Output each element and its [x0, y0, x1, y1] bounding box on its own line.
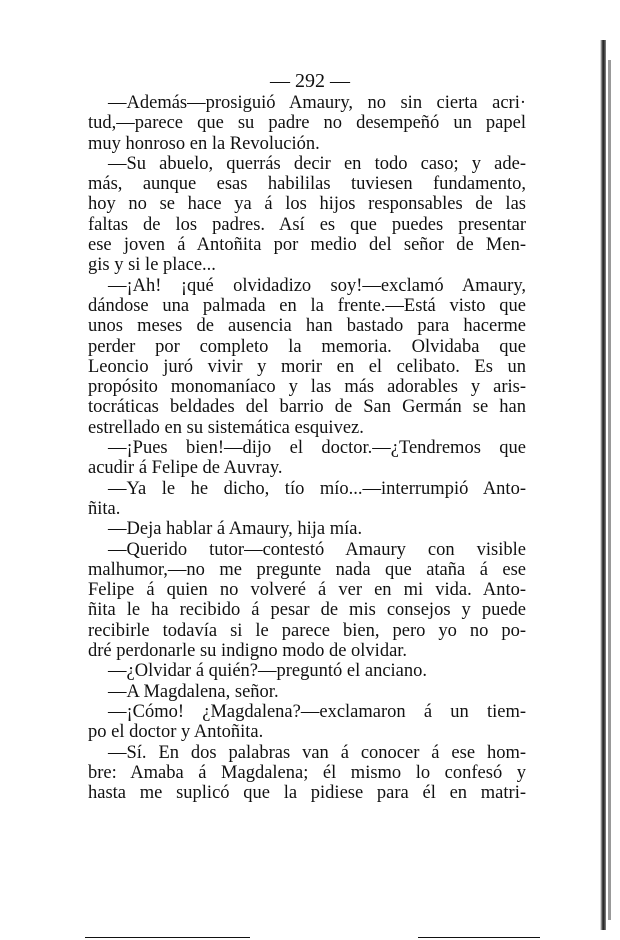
- binding-edge: [608, 60, 611, 920]
- text-line: tocráticas beldades del barrio de San Germán se han: [88, 397, 526, 418]
- text-line: —Además—prosiguió Amaury, no sin cierta acri·: [108, 93, 526, 113]
- text-line: perder por completo la memoria. Olvidaba que: [88, 336, 526, 357]
- text-line: ñita le ha recibido á pesar de mis consejos y puede: [88, 600, 526, 621]
- text-line: recibirle todavía si le parece bien, pero yo no po-: [88, 620, 526, 641]
- text-line: —¿Olvidar á quién?—preguntó el anciano.: [108, 661, 428, 682]
- footer-rule-left: [85, 937, 250, 938]
- text-line: —Ya le he dicho, tío mío...—interrumpió Anto-: [108, 478, 526, 499]
- text-line: ñita.: [88, 498, 121, 519]
- text-line: malhumor,—no me pregunte nada que ataña á ese: [88, 559, 526, 580]
- text-line: más, aunque esas habililas tuviesen fundamento,: [88, 174, 526, 195]
- text-line: —Querido tutor—contestó Amaury con visible: [108, 539, 526, 560]
- text-line: Leoncio juró vivir y morir en el celibato. Es un: [88, 356, 526, 377]
- text-line: muy honroso en la Revolución.: [88, 133, 320, 154]
- text-line: —A Magdalena, señor.: [108, 681, 279, 702]
- text-line: hoy no se hace ya á los hijos responsables de las: [88, 194, 526, 215]
- text-line: gis y si le place...: [88, 255, 216, 276]
- text-line: dré perdonarle su indigno modo de olvidar.: [88, 641, 408, 662]
- text-line: tud,—parece que su padre no desempeñó un papel: [88, 113, 526, 134]
- page-number: — 292 —: [270, 70, 350, 92]
- text-line: propósito monomaníaco y las más adorables y aris-: [88, 377, 526, 398]
- text-line: —Sí. En dos palabras van á conocer á ese hom-: [108, 742, 526, 763]
- text-line: ese joven á Antoñita por medio del señor de Men-: [88, 235, 526, 256]
- text-line: —¡Cómo! ¿Magdalena?—exclamaron á un tiem-: [108, 701, 526, 722]
- text-line: po el doctor y Antoñita.: [88, 722, 264, 743]
- text-line: dándose una palmada en la frente.—Está visto que: [88, 295, 526, 316]
- text-line: faltas de los padres. Así es que puedes presentar: [88, 214, 526, 235]
- text-line: bre: Amaba á Magdalena; él mismo lo confesó y: [88, 762, 526, 783]
- text-line: acudir á Felipe de Auvray.: [88, 458, 283, 479]
- text-line: —¡Pues bien!—dijo el doctor.—¿Tendremos que: [108, 438, 526, 459]
- text-line: unos meses de ausencia han bastado para hacerme: [88, 316, 526, 337]
- footer-rule-right: [418, 937, 540, 938]
- text-line: estrellado en su sistemática esquivez.: [88, 417, 364, 438]
- text-line: —¡Ah! ¡qué olvidadizo soy!—exclamó Amaury,: [108, 275, 526, 296]
- text-line: —Su abuelo, querrás decir en todo caso; y ade-: [108, 153, 526, 174]
- body-text: [88, 93, 526, 803]
- text-line: —Deja hablar á Amaury, hija mía.: [108, 519, 363, 540]
- text-line: hasta me suplicó que la pidiese para él en matri-: [88, 783, 526, 804]
- text-line: Felipe á quien no volveré á ver en mi vida. Anto-: [88, 580, 526, 601]
- binding-shadow: [600, 40, 606, 930]
